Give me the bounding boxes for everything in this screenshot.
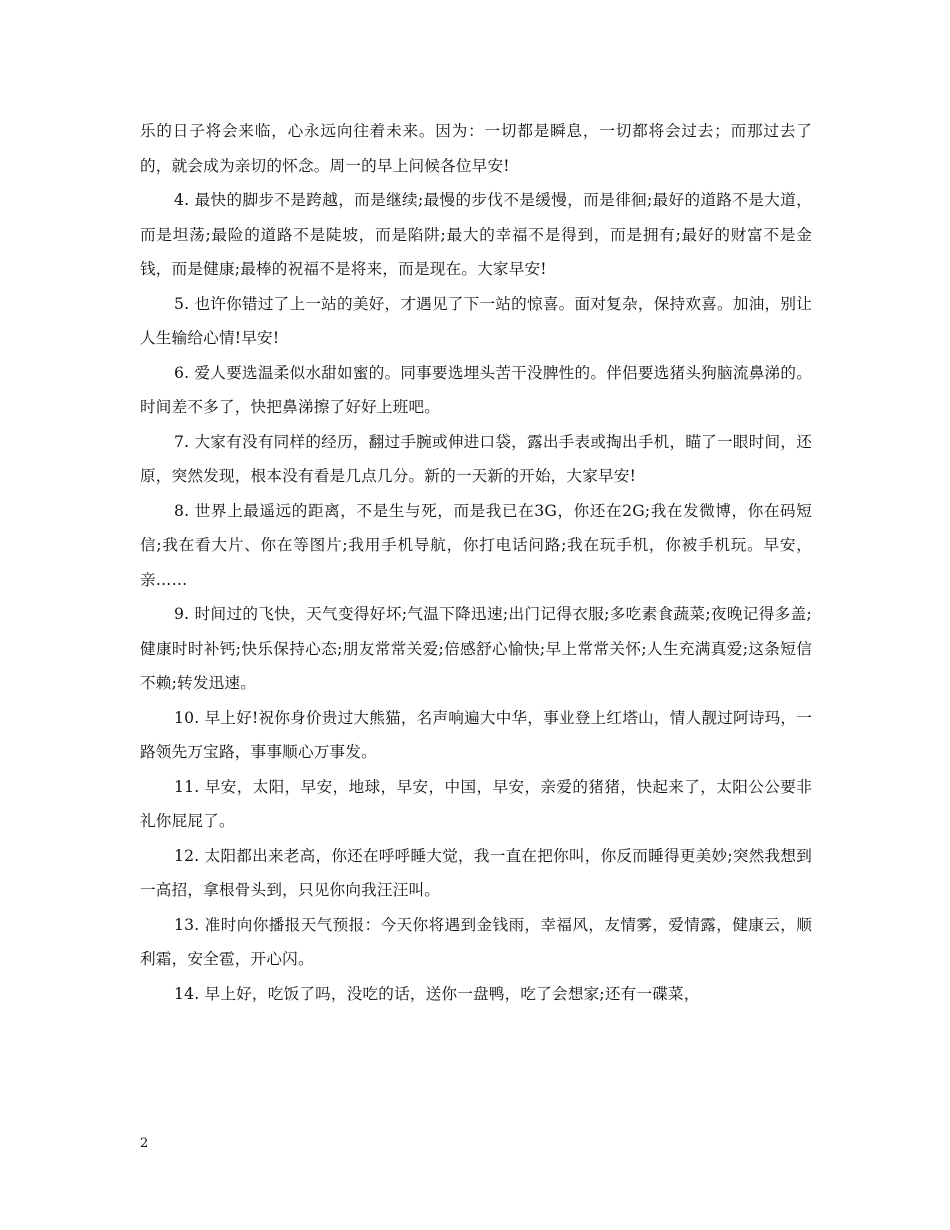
paragraph-7: 7. 大家有没有同样的经历，翻过手腕或伸进口袋，露出手表或掏出手机，瞄了一眼时间，还原，突然发现，根本没有看是几点几分。新的一天新的开始，大家早安! — [140, 432, 812, 485]
paragraph-14: 14. 早上好，吃饭了吗，没吃的话，送你一盘鸭，吃了会想家;还有一碟菜， — [174, 984, 700, 1003]
paragraph-8: 8. 世界上最遥远的距离，不是生与死，而是我已在3G，你还在2G;我在发微博，你在码短信;我在看大片、你在等图片;我用手机导航，你打电话问路;我在玩手机，你被手机玩。早安，亲…… — [140, 501, 812, 589]
document-body — [140, 114, 812, 1011]
paragraph-6: 6. 爱人要选温柔似水甜如蜜的。同事要选埋头苦干没脾性的。伴侣要选猪头狗脑流鼻涕的。时间差不多了，快把鼻涕擦了好好上班吧。 — [140, 363, 812, 416]
paragraph-4: 4. 最快的脚步不是跨越，而是继续;最慢的步伐不是缓慢，而是徘徊;最好的道路不是大道，而是坦荡;最险的道路不是陡坡，而是陷阱;最大的幸福不是得到，而是拥有;最好的财富不是金钱，而是健康;最棒的祝福不是将来，而是现在。大家早安! — [140, 191, 812, 278]
page-number: 2 — [140, 1136, 149, 1151]
paragraph-12: 12. 太阳都出来老高，你还在呼呼睡大觉，我一直在把你叫，你反而睡得更美妙;突然我想到一高招，拿根骨头到，只见你向我汪汪叫。 — [140, 846, 812, 899]
paragraph-10: 10. 早上好!祝你身价贵过大熊猫，名声响遍大中华，事业登上红塔山，情人靓过阿诗玛，一路领先万宝路，事事顺心万事发。 — [140, 708, 812, 761]
paragraph-9: 9. 时间过的飞快，天气变得好坏;气温下降迅速;出门记得衣服;多吃素食蔬菜;夜晚记得多盖;健康时时补钙;快乐保持心态;朋友常常关爱;倍感舒心愉快;早上常常关怀;人生充满真爱;这条短信不赖;转发迅速。 — [140, 605, 812, 692]
paragraph-11: 11. 早安，太阳，早安，地球，早安，中国，早安，亲爱的猪猪，快起来了，太阳公公要非礼你屁屁了。 — [140, 777, 812, 830]
paragraph-5: 5. 也许你错过了上一站的美好，才遇见了下一站的惊喜。面对复杂，保持欢喜。加油，别让人生输给心情!早安! — [140, 294, 812, 347]
paragraph-continuation: 乐的日子将会来临，心永远向往着未来。因为：一切都是瞬息，一切都将会过去；而那过去了的，就会成为亲切的怀念。周一的早上问候各位早安! — [140, 122, 812, 175]
paragraph-13: 13. 准时向你播报天气预报：今天你将遇到金钱雨，幸福风，友情雾，爱情露，健康云，顺利霜，安全雹，开心闪。 — [140, 915, 812, 968]
